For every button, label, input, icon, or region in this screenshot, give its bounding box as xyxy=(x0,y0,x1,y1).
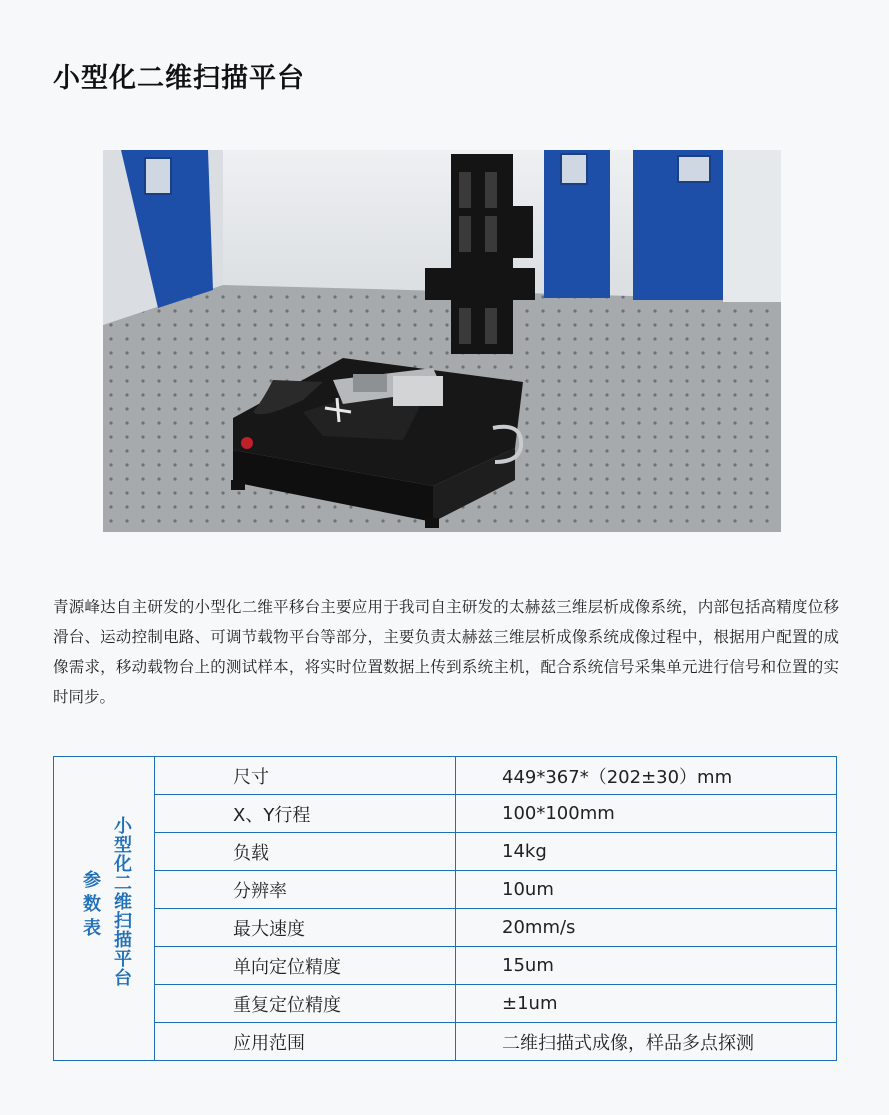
spec-label: 单向定位精度 xyxy=(155,947,456,985)
side-title: 小型化二维扫描平台 xyxy=(111,816,132,987)
spec-label: X、Y行程 xyxy=(155,795,456,833)
spec-label: 最大速度 xyxy=(155,909,456,947)
spec-label: 应用范围 xyxy=(155,1023,456,1061)
spec-label: 分辨率 xyxy=(155,871,456,909)
door-middle xyxy=(544,150,610,298)
page-title: 小型化二维扫描平台 xyxy=(53,63,305,94)
spec-value: 二维扫描式成像，样品多点探测 xyxy=(456,1023,837,1061)
spec-label: 尺寸 xyxy=(155,757,456,795)
spec-table-side-header xyxy=(54,757,155,1061)
table-row xyxy=(54,795,837,833)
emergency-stop-icon xyxy=(241,437,253,449)
table-row xyxy=(54,947,837,985)
spec-value: 20mm/s xyxy=(456,909,837,947)
table-row xyxy=(54,985,837,1023)
spec-label: 重复定位精度 xyxy=(155,985,456,1023)
spec-value: 100*100mm xyxy=(456,795,837,833)
spec-value: ±1um xyxy=(456,985,837,1023)
table-row xyxy=(54,871,837,909)
product-photo xyxy=(103,150,781,532)
spec-table xyxy=(53,756,837,1061)
spec-value: 15um xyxy=(456,947,837,985)
spec-value: 10um xyxy=(456,871,837,909)
side-subtitle: 参数表 xyxy=(80,870,101,942)
spec-label: 负载 xyxy=(155,833,456,871)
product-description: 青源峰达自主研发的小型化二维平移台主要应用于我司自主研发的太赫兹三维层析成像系统，内部包括高精度位移滑台、运动控制电路、可调节载物平台等部分，主要负责太赫兹三维层析成像系统成像过程中，根据用户配置的成像需求，移动载物台上的测试样本，将实时位置数据上传到系统主机，配合系统信号采集单元进行信号和位置的实时同步。 xyxy=(53,598,839,706)
table-row xyxy=(54,833,837,871)
table-row xyxy=(54,909,837,947)
spec-value: 14kg xyxy=(456,833,837,871)
door-right xyxy=(633,150,723,300)
table-row xyxy=(54,1023,837,1061)
spec-value: 449*367*（202±30）mm xyxy=(456,757,837,795)
table-row xyxy=(54,757,837,795)
